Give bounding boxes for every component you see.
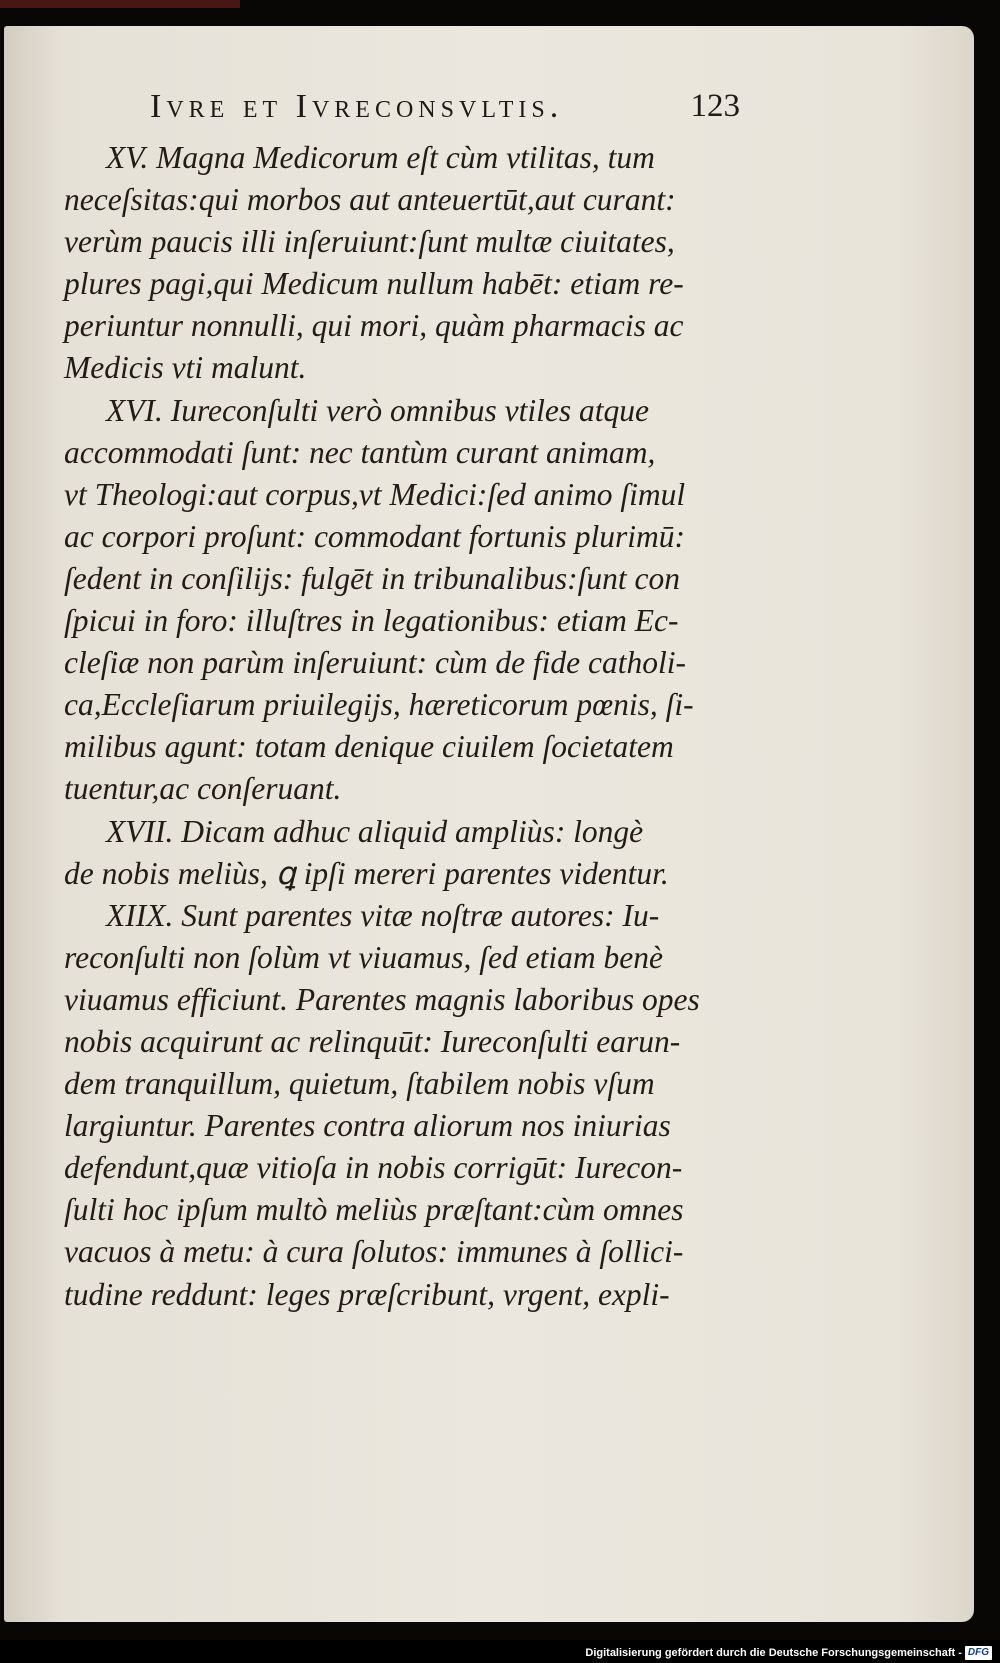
text-line: XIIX. Sunt parentes vitæ noſtræ autores: Iu- [106,897,660,933]
text-line: tuentur,ac conſeruant. [64,771,342,807]
text-line: ſedent in conſilijs: fulgēt in tribunalibus:ſunt con [64,560,680,596]
text-line: cleſiæ non parùm inſeruiunt: cùm de fide catholi- [64,645,687,681]
text-line: plures pagi,qui Medicum nullum habēt: etiam re- [64,266,684,302]
digitization-footer [585,1645,992,1661]
body-text [64,137,754,1316]
text-line: verùm paucis illi inſeruiunt:ſunt multæ ciuitates, [64,224,675,260]
text-line: XVII. Dicam adhuc aliquid ampliùs: longè [106,813,644,849]
dfg-logo: DFG [965,1646,992,1660]
red-edge-mark [0,0,240,8]
text-line: Medicis vti malunt. [64,350,307,386]
text-line: reconſulti non ſolùm vt viuamus, ſed etiam benè [64,939,663,975]
text-line: de nobis meliùs, ꝗ ipſi mereri parentes videntur. [64,855,669,891]
text-line: ca,Eccleſiarum priuilegijs, hæreticorum pœnis, ſi- [64,687,694,723]
text-line: periuntur nonnulli, qui mori, quàm pharmacis ac [64,308,684,344]
text-line: milibus agunt: totam denique ciuilem ſocietatem [64,729,674,765]
funding-credit: Digitalisierung gefördert durch die Deutsche Forschungsgemeinschaft - [585,1647,962,1659]
text-line: ac corpori proſunt: commodant fortunis plurimū: [64,518,685,554]
text-line: ſpicui in foro: illuſtres in legationibus: etiam Ec- [64,603,679,639]
text-line: XV. Magna Medicorum eſt cùm vtilitas, tum [106,140,655,175]
text-line: defendunt,quæ vitioſa in nobis corrigūt: Iurecon- [64,1150,683,1186]
text-line: ſulti hoc ipſum multò meliùs præſtant:cùm omnes [64,1192,684,1228]
page-number: 123 [690,88,740,124]
text-line: neceſsitas:qui morbos aut anteuertūt,aut curant: [64,182,676,218]
text-line: vacuos à metu: à cura ſolutos: immunes à ſollici- [64,1234,684,1270]
running-title: Ivre et Ivreconsvltis. [150,88,564,125]
text-line: dem tranquillum, quietum, ſtabilem nobis vſum [64,1066,655,1102]
text-line: largiuntur. Parentes contra aliorum nos iniurias [64,1108,671,1144]
text-line: accommodati ſunt: nec tantùm curant animam, [64,434,656,470]
text-line: nobis acquirunt ac relinquūt: Iureconſulti earun- [64,1023,681,1059]
text-line: vt Theologi:aut corpus,vt Medici:ſed animo ſimul [64,476,686,512]
text-line: XVI. Iureconſulti verò omnibus vtiles atque [106,392,649,428]
page-header [150,88,740,128]
text-line: viuamus efficiunt. Parentes magnis laboribus opes [64,981,700,1017]
text-line: tudine reddunt: leges præſcribunt, vrgent, expli- [64,1276,670,1312]
